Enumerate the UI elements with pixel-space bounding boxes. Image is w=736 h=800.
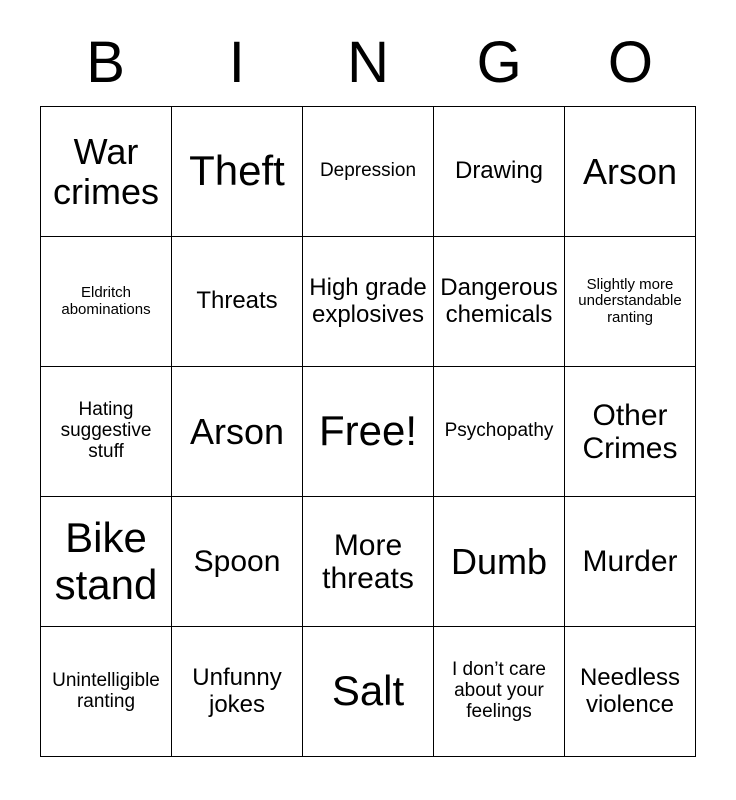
bingo-cell[interactable] [41, 627, 172, 757]
bingo-cell[interactable] [303, 497, 434, 627]
bingo-cell[interactable] [303, 237, 434, 367]
header-letter-i: I [228, 30, 245, 95]
bingo-cell-label: Bike stand [54, 514, 158, 608]
bingo-cell-label: Theft [189, 147, 285, 195]
header-letter-n: N [347, 30, 389, 95]
bingo-cell[interactable] [41, 497, 172, 627]
bingo-cell-label: Arson [582, 150, 678, 192]
bingo-cell[interactable] [565, 237, 696, 367]
header-letter-g: G [476, 30, 522, 95]
bingo-cell-label: I don’t care about your feelings [452, 659, 546, 722]
bingo-cell[interactable] [41, 237, 172, 367]
bingo-cell-label: More threats [322, 528, 414, 595]
bingo-cell[interactable] [565, 367, 696, 497]
bingo-cell-label: Eldritch abominations [61, 284, 151, 318]
bingo-cell-label: Slightly more understandable ranting [578, 275, 682, 326]
bingo-cell-label: Unfunny jokes [192, 664, 282, 718]
bingo-cell[interactable] [172, 627, 303, 757]
bingo-cell-label: Threats [196, 287, 278, 315]
bingo-cell[interactable] [565, 627, 696, 757]
bingo-header [40, 0, 696, 96]
bingo-cell[interactable] [434, 627, 565, 757]
bingo-row [41, 627, 696, 757]
bingo-cell-label: Drawing [454, 157, 544, 185]
bingo-cell[interactable] [41, 107, 172, 237]
bingo-cell-label: Hating suggestive stuff [60, 399, 152, 462]
bingo-cell[interactable] [565, 107, 696, 237]
bingo-cell[interactable] [172, 367, 303, 497]
bingo-cell-label: Dumb [450, 540, 548, 582]
bingo-cell[interactable] [434, 497, 565, 627]
bingo-cell[interactable] [303, 627, 434, 757]
bingo-cell-label: Other Crimes [582, 398, 678, 465]
bingo-cell-label: Unintelligible ranting [52, 669, 160, 712]
bingo-cell-label: Free! [318, 407, 418, 455]
bingo-row [41, 237, 696, 367]
bingo-cell[interactable] [172, 237, 303, 367]
bingo-cell-label: Needless violence [579, 664, 681, 718]
bingo-cell-label: Spoon [193, 545, 281, 578]
bingo-cell-label: Depression [319, 160, 417, 182]
bingo-cell[interactable] [303, 107, 434, 237]
bingo-cell[interactable] [565, 497, 696, 627]
bingo-cell[interactable] [172, 497, 303, 627]
bingo-cell[interactable] [41, 367, 172, 497]
bingo-cell[interactable] [172, 107, 303, 237]
bingo-row [41, 367, 696, 497]
header-letter-b: B [86, 30, 125, 95]
bingo-cell-label: Arson [189, 410, 285, 452]
bingo-row [41, 107, 696, 237]
bingo-cell-label: Salt [331, 667, 405, 715]
bingo-cell-label: High grade explosives [309, 274, 427, 328]
bingo-cell-free[interactable] [303, 367, 434, 497]
bingo-cell-label: Murder [582, 545, 678, 578]
bingo-cell-label: Psychopathy [444, 420, 554, 442]
bingo-row [41, 497, 696, 627]
bingo-cell[interactable] [434, 367, 565, 497]
bingo-grid [40, 106, 696, 757]
header-letter-o: O [607, 30, 653, 95]
bingo-cell-label: Dangerous chemicals [440, 274, 558, 328]
bingo-cell-label: War crimes [53, 130, 159, 212]
bingo-cell[interactable] [434, 107, 565, 237]
bingo-cell[interactable] [434, 237, 565, 367]
